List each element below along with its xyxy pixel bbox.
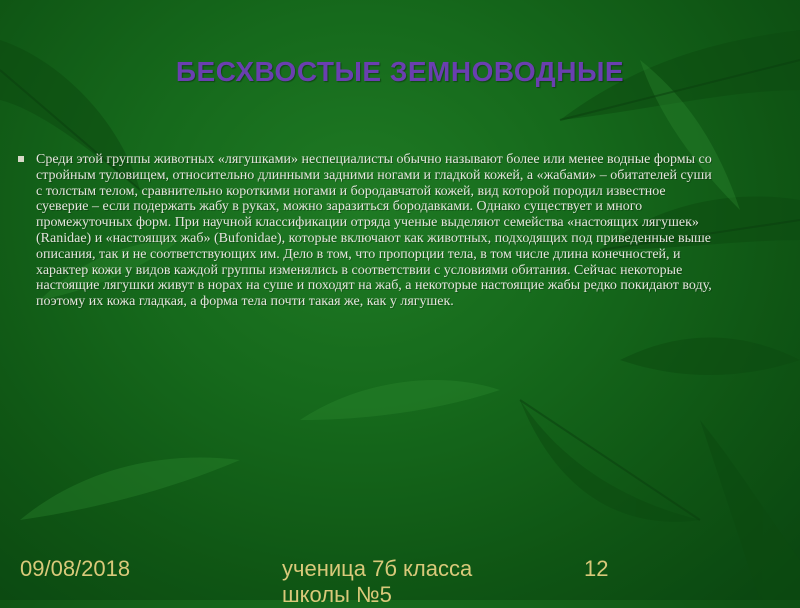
bullet-square-icon — [18, 156, 24, 162]
content-block — [18, 152, 718, 310]
slide-number: 12 — [584, 556, 609, 581]
footer-date: 09/08/2018 — [20, 556, 131, 581]
body-paragraph: Среди этой группы животных «лягушками» неспециалисты обычно называют более или менее водные формы со стройным туловищем, относительно длинными задними ногами и гладкой кожей, а «жабами» – обитателей суши с толстым телом, сравнительно короткими ногами и бородавчатой кожей, вид которой породил известное суеверие – если подержать жабу в руках, можно заразиться бородавками. Однако существует и много промежуточных форм. При научной классификации отряда ученые выделяют семейства «настоящих лягушек» (Ranidae) и «настоящих жаб» (Bufonidae), которые включают как животных, подходящих под приведенные выше описания, так и не соответствующих им. Дело в том, что пропорции тела, в том числе длина конечностей, и характер кожи у видов каждой группы изменялись в соответствии с условиями обитания. Сейчас некоторые настоящие лягушки живут в норах на суше и походят на жаб, а некоторые настоящие жабы редко покидают воду, поэтому их кожа гладкая, а форма тела почти такая же, как у лягушек. — [36, 152, 712, 310]
footer-author: ученица 7б класса школы №5 — [282, 556, 473, 607]
slide-title: БЕСХВОСТЫЕ ЗЕМНОВОДНЫЕ — [175, 56, 625, 87]
